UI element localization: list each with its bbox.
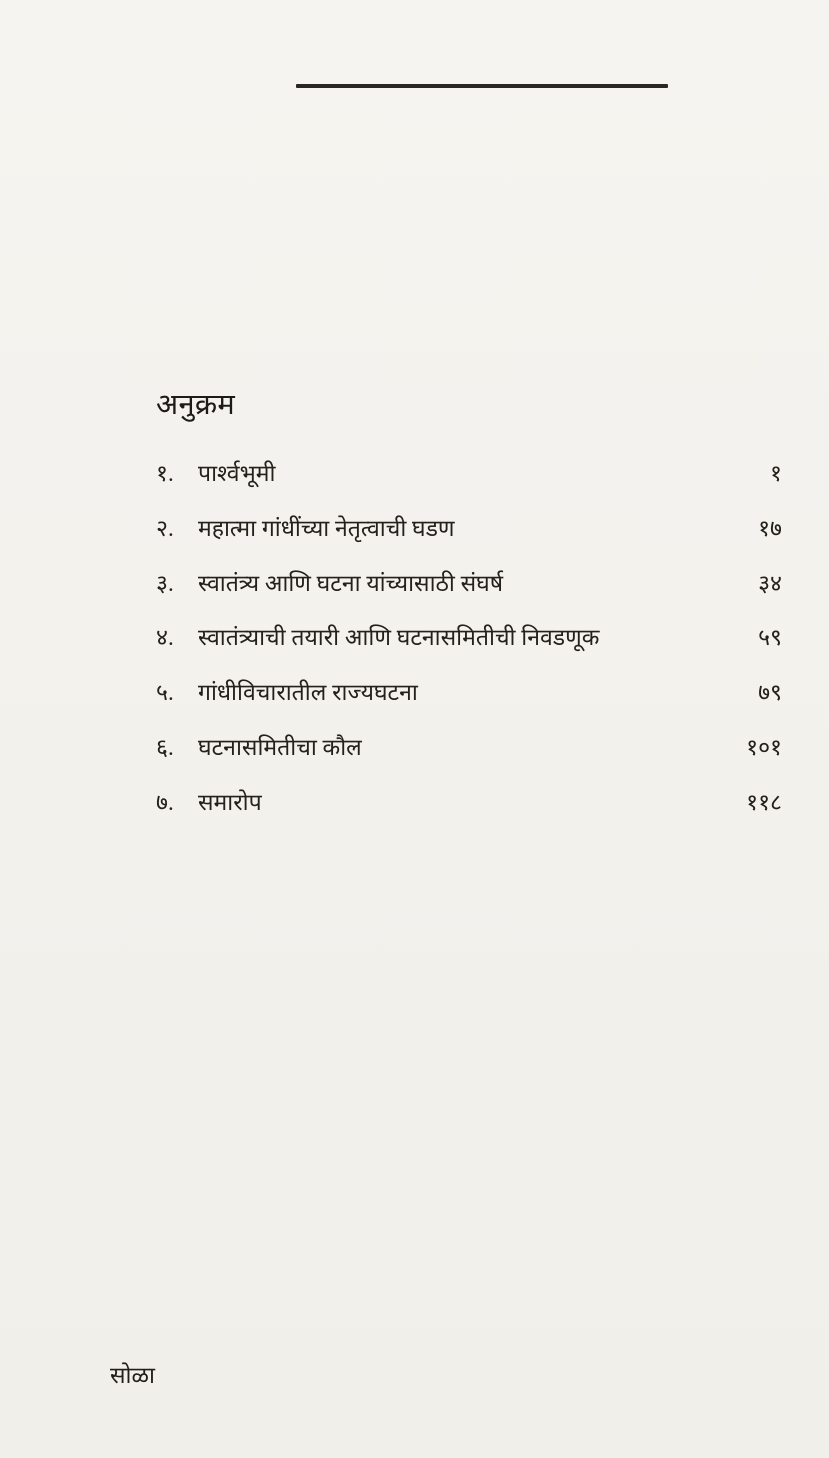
- toc-item-page: ५९: [758, 625, 782, 651]
- toc-item-page: ७९: [758, 680, 782, 706]
- toc-item-title: स्वातंत्र्य आणि घटना यांच्यासाठी संघर्ष: [198, 570, 504, 596]
- list-item[interactable]: [156, 788, 782, 818]
- list-item[interactable]: [156, 569, 782, 599]
- toc-item-number: ६.: [156, 735, 174, 761]
- header-rule: [296, 84, 668, 88]
- toc-item-title: पार्श्वभूमी: [198, 460, 276, 486]
- page-title: अनुक्रम: [156, 389, 236, 421]
- list-item[interactable]: [156, 514, 782, 544]
- list-item[interactable]: [156, 733, 782, 763]
- toc-item-number: ३.: [156, 570, 174, 596]
- toc-item-title: महात्मा गांधींच्या नेतृत्वाची घडण: [198, 515, 455, 541]
- toc-item-number: २.: [156, 515, 174, 541]
- toc-item-page: ३४: [758, 570, 782, 596]
- toc-item-number: ५.: [156, 680, 174, 706]
- toc-item-title: गांधीविचारातील राज्यघटना: [198, 680, 418, 706]
- toc-item-number: १.: [156, 460, 174, 486]
- toc-item-number: ७.: [156, 790, 174, 816]
- list-item[interactable]: [156, 623, 782, 653]
- table-of-contents: [156, 388, 782, 843]
- toc-item-title: घटनासमितीचा कौल: [198, 735, 362, 761]
- page-folio: सोळा: [110, 1363, 155, 1388]
- toc-item-number: ४.: [156, 625, 174, 651]
- toc-item-page: १०१: [746, 735, 782, 761]
- toc-item-page: १: [770, 460, 782, 486]
- toc-list: [156, 459, 782, 818]
- list-item[interactable]: [156, 459, 782, 489]
- toc-item-title: समारोप: [198, 790, 262, 816]
- toc-item-page: १७: [758, 515, 782, 541]
- toc-item-title: स्वातंत्र्याची तयारी आणि घटनासमितीची निवडणूक: [198, 625, 600, 651]
- toc-item-page: ११८: [746, 790, 782, 816]
- list-item[interactable]: [156, 678, 782, 708]
